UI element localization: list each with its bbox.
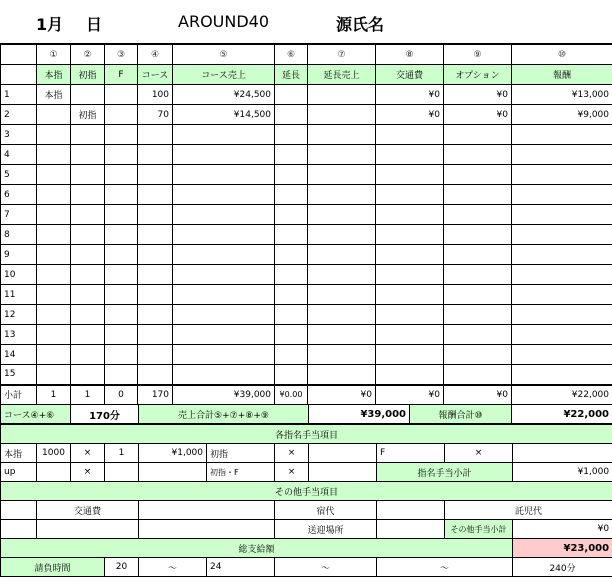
work-hours-label: 請負時間	[1, 558, 105, 577]
x-mark: ×	[275, 444, 309, 463]
subtotal-cell: 0	[105, 385, 138, 405]
table-cell[interactable]	[275, 165, 308, 185]
table-cell[interactable]: 初指	[71, 105, 105, 125]
shof-label: 初指・F	[207, 463, 275, 482]
table-cell[interactable]	[71, 285, 105, 305]
table-cell[interactable]	[105, 305, 138, 325]
table-cell[interactable]	[37, 125, 71, 145]
table-cell[interactable]	[308, 205, 376, 225]
column-number: ④	[138, 45, 173, 65]
honshi-rate[interactable]: 1000	[37, 444, 71, 463]
table-cell[interactable]	[138, 245, 173, 265]
other-subtotal-value: ¥0	[513, 520, 612, 539]
table-cell[interactable]	[71, 325, 105, 345]
column-number: ⑥	[275, 45, 308, 65]
table-cell[interactable]	[308, 265, 376, 285]
table-cell[interactable]	[308, 325, 376, 345]
table-cell[interactable]	[173, 145, 275, 165]
row-number: 9	[1, 245, 37, 265]
table-cell[interactable]	[173, 245, 275, 265]
designation-subtotal-value: ¥1,000	[513, 463, 612, 482]
subtotal-cell: ¥0	[308, 385, 376, 405]
row-number: 1	[1, 85, 37, 105]
course-total-label: コース④+⑥	[1, 405, 71, 424]
table-cell[interactable]	[105, 245, 138, 265]
table-cell[interactable]	[71, 145, 105, 165]
table-cell[interactable]	[308, 185, 376, 205]
table-cell[interactable]	[37, 205, 71, 225]
table-cell[interactable]	[512, 365, 612, 385]
row-number: 14	[1, 345, 37, 365]
table-cell[interactable]: ¥0	[444, 85, 512, 105]
pickup-label: 送迎場所	[275, 520, 377, 539]
subtotal-cell: ¥0.00	[275, 385, 308, 405]
table-row	[1, 205, 612, 225]
table-cell[interactable]	[444, 345, 512, 365]
table-cell[interactable]	[105, 185, 138, 205]
honshi-label: 本指	[1, 444, 37, 463]
column-number: ⑤	[173, 45, 275, 65]
row-number: 4	[1, 145, 37, 165]
sales-table	[0, 44, 612, 405]
table-cell[interactable]	[71, 345, 105, 365]
subtotal-cell: 170	[138, 385, 173, 405]
table-cell[interactable]	[275, 105, 308, 125]
table-cell[interactable]	[105, 365, 138, 385]
subtotal-cell: 1	[71, 385, 105, 405]
table-cell[interactable]	[444, 245, 512, 265]
table-cell[interactable]	[376, 185, 444, 205]
table-cell[interactable]	[138, 165, 173, 185]
childcare-label: 託児代	[445, 501, 612, 520]
table-cell[interactable]	[138, 225, 173, 245]
table-cell[interactable]	[71, 185, 105, 205]
table-row	[1, 365, 612, 385]
table-row	[1, 345, 612, 365]
x-mark: ×	[71, 463, 105, 482]
table-cell[interactable]	[308, 345, 376, 365]
table-row	[1, 305, 612, 325]
table-cell[interactable]	[308, 305, 376, 325]
reward-total-value: ¥22,000	[512, 405, 612, 424]
table-cell[interactable]	[512, 165, 612, 185]
table-cell[interactable]	[275, 305, 308, 325]
table-cell[interactable]	[105, 145, 138, 165]
table-row	[1, 285, 612, 305]
table-cell[interactable]	[275, 145, 308, 165]
table-cell[interactable]	[37, 345, 71, 365]
table-cell[interactable]	[376, 145, 444, 165]
table-cell[interactable]	[173, 225, 275, 245]
up-count[interactable]	[105, 463, 139, 482]
table-cell[interactable]	[275, 225, 308, 245]
table-cell[interactable]: ¥0	[444, 105, 512, 125]
table-cell[interactable]	[376, 225, 444, 245]
table-cell[interactable]	[376, 205, 444, 225]
subtotal-cell: 1	[37, 385, 71, 405]
table-cell[interactable]	[275, 125, 308, 145]
table-cell[interactable]	[138, 365, 173, 385]
table-cell[interactable]	[71, 125, 105, 145]
work-to[interactable]: 24	[207, 558, 275, 577]
row-number: 2	[1, 105, 37, 125]
table-cell[interactable]	[138, 305, 173, 325]
table-cell[interactable]	[173, 325, 275, 345]
work-tilde: 〜	[139, 558, 207, 577]
table-cell[interactable]	[37, 165, 71, 185]
sales-total-value: ¥39,000	[309, 405, 410, 424]
shoshi-amount[interactable]	[309, 444, 377, 463]
shof-amount[interactable]	[309, 463, 377, 482]
table-cell[interactable]	[173, 345, 275, 365]
table-cell[interactable]	[138, 125, 173, 145]
table-cell[interactable]	[512, 225, 612, 245]
table-cell[interactable]	[275, 85, 308, 105]
column-number: ③	[105, 45, 138, 65]
table-cell[interactable]	[138, 325, 173, 345]
table-cell[interactable]	[138, 185, 173, 205]
table-cell[interactable]	[512, 145, 612, 165]
table-row	[1, 85, 612, 105]
table-cell[interactable]: ¥9,000	[512, 105, 612, 125]
table-cell[interactable]: ¥0	[376, 85, 444, 105]
row-number: 15	[1, 365, 37, 385]
table-cell[interactable]	[512, 125, 612, 145]
table-cell[interactable]	[37, 225, 71, 245]
table-cell[interactable]	[105, 265, 138, 285]
table-row	[1, 125, 612, 145]
grand-total-value: ¥23,000	[513, 539, 612, 558]
work-from[interactable]: 20	[105, 558, 139, 577]
f-amount[interactable]	[513, 444, 612, 463]
table-cell[interactable]	[71, 165, 105, 185]
column-header: 延長	[275, 65, 308, 85]
table-cell[interactable]: ¥13,000	[512, 85, 612, 105]
up-label: up	[1, 463, 37, 482]
course-total-value: 170分	[71, 405, 139, 424]
row-number: 7	[1, 205, 37, 225]
designation-subtotal-label: 指名手当小計	[377, 463, 513, 482]
x-mark: ×	[71, 444, 105, 463]
table-cell[interactable]	[308, 365, 376, 385]
table-cell[interactable]	[105, 345, 138, 365]
table-cell[interactable]	[173, 365, 275, 385]
row-number: 6	[1, 185, 37, 205]
table-cell[interactable]	[275, 345, 308, 365]
row-number: 10	[1, 265, 37, 285]
table-cell[interactable]	[105, 165, 138, 185]
column-number: ②	[71, 45, 105, 65]
work-tilde: 〜	[275, 558, 377, 577]
x-mark: ×	[445, 444, 513, 463]
subtotal-cell: ¥0	[376, 385, 444, 405]
table-cell[interactable]	[444, 205, 512, 225]
table-cell[interactable]	[444, 145, 512, 165]
table-cell[interactable]: ¥24,500	[173, 85, 275, 105]
table-cell[interactable]	[37, 305, 71, 325]
table-cell[interactable]	[138, 285, 173, 305]
column-header: 交通費	[376, 65, 444, 85]
table-cell[interactable]	[71, 205, 105, 225]
store-name: AROUND40	[178, 12, 270, 31]
table-cell[interactable]	[173, 305, 275, 325]
table-cell[interactable]	[444, 305, 512, 325]
transport-label: 交通費	[37, 501, 139, 520]
section-designation: 各指名手当項目	[1, 425, 612, 444]
table-cell[interactable]	[138, 345, 173, 365]
table-cell[interactable]: 本指	[37, 85, 71, 105]
name-label: 源氏名	[336, 15, 385, 34]
allowance-table	[0, 424, 612, 577]
table-cell[interactable]	[376, 345, 444, 365]
table-cell[interactable]	[444, 225, 512, 245]
table-cell[interactable]	[444, 165, 512, 185]
table-cell[interactable]	[444, 365, 512, 385]
up-amount	[139, 463, 207, 482]
table-cell[interactable]	[138, 205, 173, 225]
table-row	[1, 245, 612, 265]
table-cell[interactable]	[275, 205, 308, 225]
table-cell[interactable]	[138, 145, 173, 165]
table-cell[interactable]	[444, 125, 512, 145]
table-cell[interactable]	[308, 245, 376, 265]
table-cell[interactable]	[376, 125, 444, 145]
column-number: ①	[37, 45, 71, 65]
table-cell[interactable]	[173, 185, 275, 205]
table-cell[interactable]	[37, 245, 71, 265]
section-other: その他手当項目	[1, 482, 612, 501]
table-cell[interactable]	[105, 325, 138, 345]
reward-total-label: 報酬合計⑩	[410, 405, 512, 424]
table-cell[interactable]	[71, 305, 105, 325]
row-number: 12	[1, 305, 37, 325]
table-cell[interactable]	[71, 85, 105, 105]
title-bar	[0, 0, 612, 44]
table-cell[interactable]	[275, 325, 308, 345]
f-label: F	[377, 444, 445, 463]
table-cell[interactable]	[37, 105, 71, 125]
table-cell[interactable]	[376, 325, 444, 345]
table-cell[interactable]	[71, 365, 105, 385]
table-cell[interactable]	[512, 325, 612, 345]
table-cell[interactable]	[512, 265, 612, 285]
table-cell[interactable]	[308, 285, 376, 305]
column-header: コース	[138, 65, 173, 85]
table-cell[interactable]	[37, 285, 71, 305]
table-cell[interactable]	[37, 325, 71, 345]
table-cell[interactable]: ¥0	[376, 105, 444, 125]
table-cell[interactable]	[71, 225, 105, 245]
table-cell[interactable]	[444, 285, 512, 305]
transport-value[interactable]	[139, 501, 275, 520]
table-cell[interactable]	[275, 185, 308, 205]
table-cell[interactable]	[71, 245, 105, 265]
table-row	[1, 105, 612, 125]
up-rate[interactable]	[37, 463, 71, 482]
table-cell[interactable]	[308, 145, 376, 165]
table-cell[interactable]	[512, 205, 612, 225]
column-number: ⑨	[444, 45, 512, 65]
table-cell[interactable]	[173, 125, 275, 145]
column-number: ⑦	[308, 45, 376, 65]
table-cell[interactable]	[512, 285, 612, 305]
table-row	[1, 325, 612, 345]
column-header: オプション	[444, 65, 512, 85]
table-cell[interactable]	[512, 305, 612, 325]
row-number: 5	[1, 165, 37, 185]
table-cell[interactable]	[37, 265, 71, 285]
subtotal-cell: ¥0	[444, 385, 512, 405]
table-cell[interactable]	[512, 345, 612, 365]
column-number: ⑩	[512, 45, 612, 65]
table-cell[interactable]	[275, 285, 308, 305]
column-header: 報酬	[512, 65, 612, 85]
row-number: 8	[1, 225, 37, 245]
table-cell[interactable]	[308, 165, 376, 185]
row-number: 13	[1, 325, 37, 345]
month: 1月	[36, 15, 64, 34]
table-cell[interactable]: 100	[138, 85, 173, 105]
x-mark: ×	[275, 463, 309, 482]
table-cell[interactable]	[173, 285, 275, 305]
table-cell[interactable]	[376, 265, 444, 285]
table-row	[1, 265, 612, 285]
column-header: 初指	[71, 65, 105, 85]
table-cell[interactable]	[37, 145, 71, 165]
table-cell[interactable]	[173, 165, 275, 185]
table-cell[interactable]	[173, 205, 275, 225]
table-cell[interactable]	[105, 125, 138, 145]
table-cell[interactable]	[376, 285, 444, 305]
table-cell[interactable]	[444, 185, 512, 205]
table-cell[interactable]	[105, 285, 138, 305]
table-cell[interactable]	[444, 265, 512, 285]
table-cell[interactable]	[308, 125, 376, 145]
table-cell[interactable]	[275, 365, 308, 385]
table-cell[interactable]	[376, 245, 444, 265]
table-cell[interactable]	[376, 165, 444, 185]
subtotal-label: 小計	[1, 385, 37, 405]
table-cell[interactable]	[105, 225, 138, 245]
table-row	[1, 145, 612, 165]
other-subtotal-label: その他手当小計	[445, 520, 513, 539]
row-number: 11	[1, 285, 37, 305]
work-tilde: 〜	[377, 558, 513, 577]
subtotal-cell: ¥22,000	[512, 385, 612, 405]
sales-total-label: 売上合計⑤+⑦+⑧+⑨	[139, 405, 309, 424]
table-cell[interactable]	[173, 265, 275, 285]
grand-total-label: 総支給額	[1, 539, 513, 558]
row-number: 3	[1, 125, 37, 145]
table-row	[1, 165, 612, 185]
table-cell[interactable]	[308, 225, 376, 245]
table-cell[interactable]	[37, 365, 71, 385]
shoshi-label: 初指	[207, 444, 275, 463]
subtotal-cell: ¥39,000	[173, 385, 275, 405]
pickup-value[interactable]	[377, 520, 445, 539]
column-number: ⑧	[376, 45, 444, 65]
table-row	[1, 185, 612, 205]
table-cell[interactable]	[308, 105, 376, 125]
lodging-value[interactable]	[377, 501, 445, 520]
table-cell[interactable]	[37, 185, 71, 205]
honshi-amount: ¥1,000	[139, 444, 207, 463]
lodging-label: 宿代	[275, 501, 377, 520]
table-cell[interactable]: 70	[138, 105, 173, 125]
table-cell[interactable]	[275, 245, 308, 265]
table-cell[interactable]	[308, 85, 376, 105]
honshi-count[interactable]: 1	[105, 444, 139, 463]
table-row	[1, 225, 612, 245]
table-cell[interactable]	[275, 265, 308, 285]
column-header: コース売上	[173, 65, 275, 85]
column-header: 本指	[37, 65, 71, 85]
table-cell[interactable]	[512, 185, 612, 205]
table-cell[interactable]	[105, 105, 138, 125]
table-cell[interactable]	[512, 245, 612, 265]
column-header: 延長売上	[308, 65, 376, 85]
table-cell[interactable]	[105, 85, 138, 105]
totals-table	[0, 404, 612, 424]
table-cell[interactable]	[105, 205, 138, 225]
table-cell[interactable]: ¥14,500	[173, 105, 275, 125]
work-minutes: 240分	[513, 558, 612, 577]
day: 日	[86, 15, 103, 34]
table-cell[interactable]	[138, 265, 173, 285]
table-cell[interactable]	[71, 265, 105, 285]
table-cell[interactable]	[376, 365, 444, 385]
table-cell[interactable]	[376, 305, 444, 325]
table-cell[interactable]	[444, 325, 512, 345]
column-header: F	[105, 65, 138, 85]
